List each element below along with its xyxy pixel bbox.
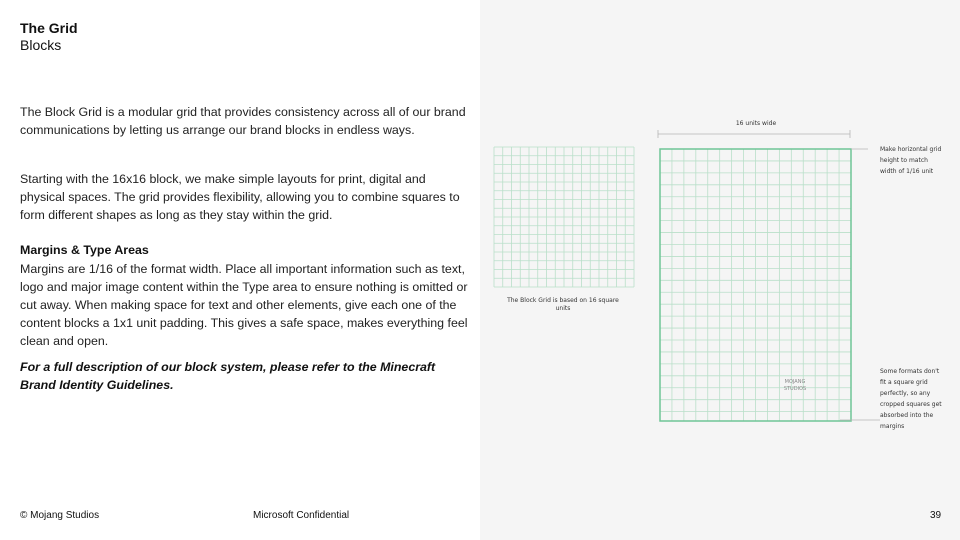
- mojang-watermark-line1: MOJANG: [784, 379, 806, 385]
- note-bottom-line: Some formats don't: [880, 368, 940, 375]
- reference-note: For a full description of our block system, please refer to the Minecraft Brand Identity Guidelines.: [20, 360, 436, 392]
- note-bottom-line: fit a square grid: [880, 379, 928, 386]
- page-grid: [660, 149, 851, 421]
- note-top-line: height to match: [880, 157, 928, 164]
- margins-paragraph: Margins are 1/16 of the format width. Place all important information such as text, logo and major image content within the Type area to ensure nothing is omitted or cut away. When making space for text and other elements, give each one of the content blocks a 1x1 unit padding. This gives a safe space, makes everything feel clean and open.: [20, 262, 468, 348]
- note-top-line: width of 1/16 unit: [880, 168, 934, 175]
- note-bottom-line: perfectly, so any: [880, 390, 931, 397]
- footer-confidential: Microsoft Confidential: [253, 510, 350, 521]
- mojang-watermark-line2: STUDIOS: [783, 386, 807, 392]
- section-heading: Margins & Type Areas: [20, 243, 149, 257]
- note-bottom-line: cropped squares get: [880, 401, 942, 408]
- footer-copyright: © Mojang Studios: [20, 510, 100, 521]
- page-number: 39: [930, 510, 942, 521]
- note-bottom-line: absorbed into the: [880, 412, 934, 419]
- square-grid-caption-line2: units: [555, 305, 571, 312]
- page-title: The Grid: [20, 20, 78, 36]
- layout-paragraph: Starting with the 16x16 block, we make simple layouts for print, digital and physical spaces. The grid provides flexibility, allowing you to combine squares to form different shapes as long as they stay within the grid.: [20, 172, 460, 222]
- width-dimension: [658, 130, 850, 138]
- bottom-note: [880, 368, 942, 430]
- note-top-line: Make horizontal grid: [880, 146, 942, 153]
- square-grid: [494, 147, 634, 287]
- square-grid-caption-line1: The Block Grid is based on 16 square: [507, 297, 619, 304]
- note-bottom-line: margins: [880, 423, 905, 430]
- width-label: 16 units wide: [735, 120, 777, 127]
- top-note: [880, 146, 941, 175]
- intro-paragraph: The Block Grid is a modular grid that provides consistency across all of our brand communications by letting us arrange our brand blocks in endless ways.: [20, 105, 466, 137]
- grid-diagram: [480, 0, 960, 540]
- page-subtitle: Blocks: [20, 37, 62, 53]
